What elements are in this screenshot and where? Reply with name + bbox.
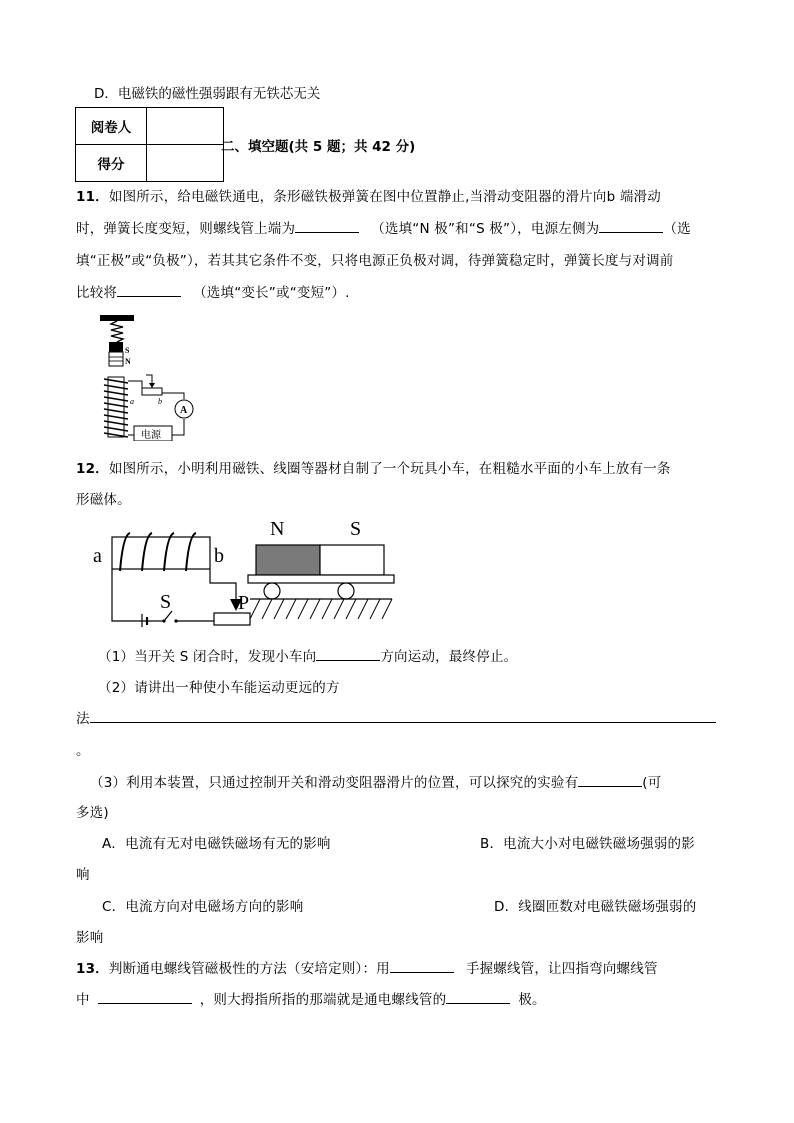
grader-cell [147, 108, 224, 145]
q12-option-b-cont: 响 [76, 867, 90, 883]
q11-number: 11． [76, 189, 109, 205]
q11-text2b: （选填“N 极”和“S 极”），电源左侧为 [371, 221, 600, 237]
q12-sub3-text-a: （3）利用本装置，只通过控制开关和滑动变阻器滑片的位置，可以探究的实验有 [90, 775, 579, 791]
spring [111, 321, 123, 342]
q12-option-c: C．电流方向对电磁场方向的影响 [102, 899, 304, 915]
q13-line1 [76, 957, 658, 977]
fig12-a: a [93, 545, 102, 567]
magnet-n [109, 352, 123, 366]
q11-text2a: 时，弹簧长度变短，则螺线管上端为 [76, 221, 296, 237]
fig11-power: 电源 [141, 430, 161, 441]
magnet-s-pole [320, 545, 384, 575]
q11-line2 [76, 217, 691, 237]
magnet-n-pole [256, 545, 320, 575]
q13-text1b: 手握螺线管，让四指弯向螺线管 [465, 961, 658, 977]
score-cell [147, 145, 224, 182]
q12-sub1 [98, 645, 517, 665]
q11-text4a: 比较将 [76, 285, 118, 301]
fig11-s: S [125, 346, 130, 355]
q12-blank3[interactable] [578, 772, 642, 787]
q12-sub3-text-b: (可 [642, 775, 662, 791]
q12-sub1-text-a: （1）当开关 S 闭合时，发现小车向 [98, 649, 317, 665]
q12-sub2-line2 [76, 707, 716, 727]
fig12-s: S [350, 518, 362, 540]
q12-option-b: B．电流大小对电磁铁磁场强弱的影 [480, 836, 695, 852]
q13-blank1[interactable] [390, 958, 454, 973]
q13-text2b: ，则大拇指所指的那端就是通电螺线管的 [199, 992, 447, 1008]
q11-blank1[interactable] [295, 218, 359, 233]
q13-blank2[interactable] [98, 989, 192, 1004]
q12-text1: 如图所示，小明利用磁铁、线圈等器材自制了一个玩具小车，在粗糙水平面的小车上放有一条 [108, 461, 671, 477]
grader-label: 阅卷人 [76, 108, 147, 145]
ground-hatch [250, 599, 392, 619]
q11-blank2[interactable] [599, 218, 663, 233]
q11-text1: 如图所示，给电磁铁通电，条形磁铁极弹簧在图中位置静止,当滑动变阻器的滑片向b 端滑动 [108, 189, 661, 205]
fig12-switch: S [160, 591, 172, 613]
rheostat [142, 388, 162, 395]
slider-arrow [149, 383, 155, 388]
q12-toy-car-figure [90, 515, 400, 627]
fig12-n: N [270, 518, 285, 540]
car-wheel-right [338, 583, 354, 599]
score-table [75, 107, 224, 182]
option-d-previous: D．电磁铁的磁性强弱跟有无铁芯无关 [94, 86, 321, 102]
q12-solenoid [112, 537, 210, 569]
q12-sub3 [90, 771, 661, 791]
q11-text4b: （选填“变长”或“变短”）. [193, 285, 350, 301]
q12-option-a: A．电流有无对电磁铁磁场有无的影响 [102, 836, 331, 852]
q12-sub2-end: 。 [76, 743, 90, 759]
q11-line1 [76, 185, 661, 205]
q13-text2c: 极。 [518, 992, 546, 1008]
score-label: 得分 [76, 145, 147, 182]
q12-sub2-text-b: 法 [76, 711, 90, 727]
q11-line3: 填“正极”或“负极”），若其其它条件不变，只将电源正负极对调，待弹簧稳定时，弹簧长度与对调前 [76, 253, 674, 269]
q13-text1a: 判断通电螺线管磁极性的方法（安培定则）：用 [108, 961, 390, 977]
q11-electromagnet-figure [94, 313, 206, 441]
q12-option-d: D．线圈匝数对电磁铁磁场强弱的 [494, 899, 697, 915]
q12-option-d-cont: 影响 [76, 930, 104, 946]
q11-text2c: （选 [663, 221, 691, 237]
car-wheel-left [264, 583, 280, 599]
q13-blank3[interactable] [446, 989, 510, 1004]
magnet-s [109, 342, 123, 352]
q12-blank2[interactable] [90, 708, 716, 723]
fig11-a: a [130, 397, 134, 406]
q12-sub2: （2）请讲出一种使小车能运动更远的方 [98, 680, 340, 696]
q13-line2 [76, 988, 546, 1008]
ceiling [100, 315, 134, 321]
q12-blank1[interactable] [316, 646, 380, 661]
q12-sub3-cont: 多选) [76, 805, 109, 821]
section-title: 二、填空题(共 5 题；共 42 分) [221, 139, 416, 155]
q12-line2: 形磁体。 [76, 492, 131, 508]
q12-line1 [76, 457, 671, 477]
car-body [248, 575, 394, 583]
q11-line4 [76, 281, 350, 301]
q13-text2a: 中 [76, 992, 90, 1008]
fig11-ammeter: A [180, 405, 188, 416]
fig12-b: b [214, 545, 224, 567]
q12-sub1-text-b: 方向运动，最终停止。 [380, 649, 518, 665]
q11-blank3[interactable] [117, 282, 181, 297]
q13-number: 13． [76, 961, 109, 977]
q12-rheostat [214, 613, 250, 625]
q12-number: 12． [76, 461, 109, 477]
fig11-b: b [158, 397, 162, 406]
fig12-p: P [238, 592, 250, 614]
fig11-n: N [125, 357, 131, 366]
